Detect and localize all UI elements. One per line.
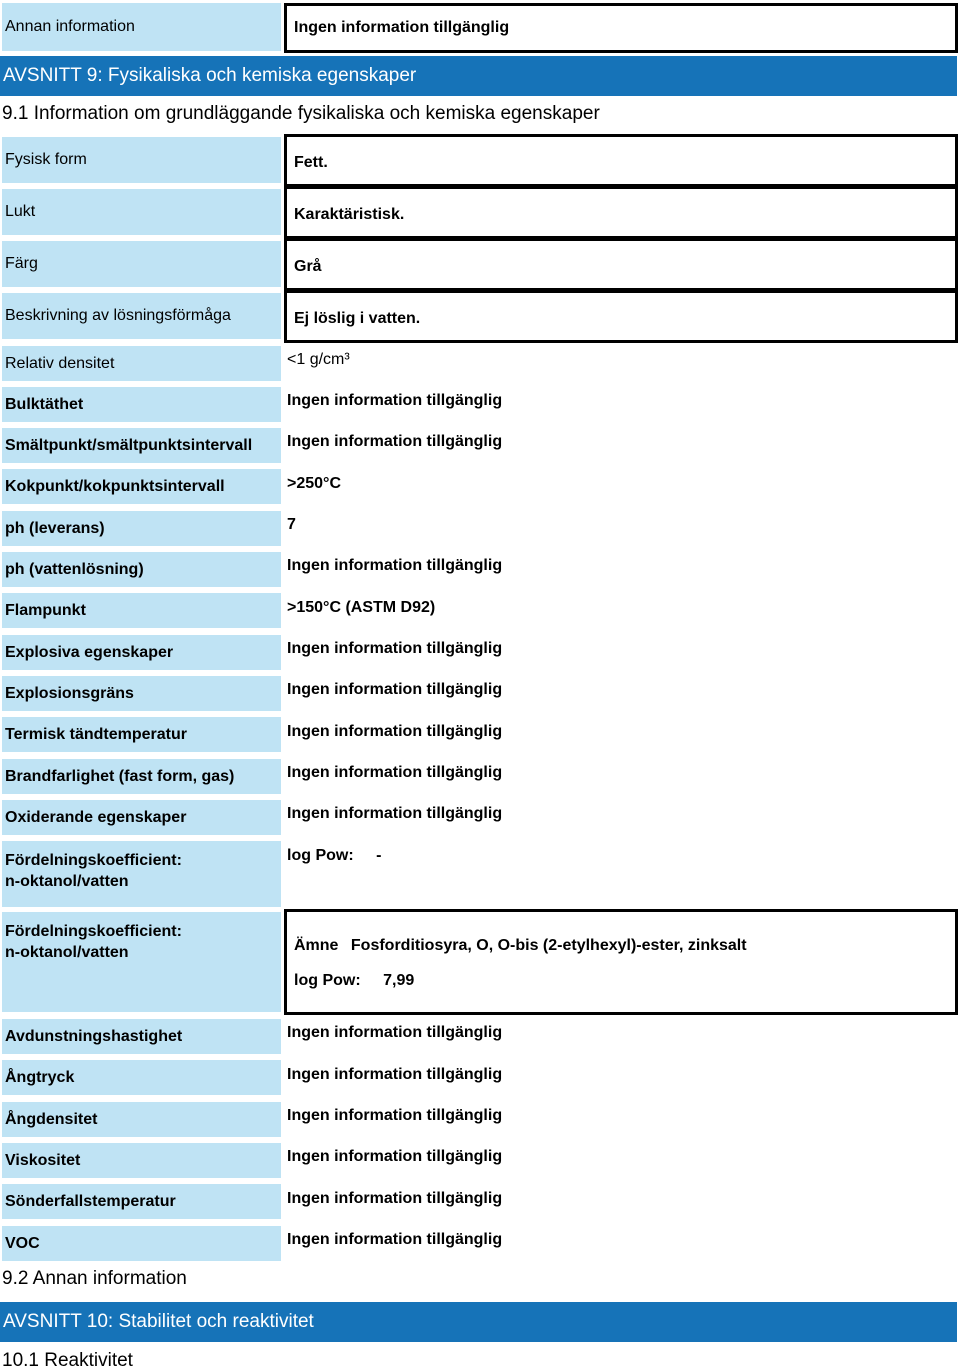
row-fordelningskoefficient-2-value [284, 909, 958, 1015]
row-angdensitet-label: Ångdensitet [2, 1102, 281, 1137]
row-ph-leverans-label: ph (leverans) [2, 511, 281, 546]
row-angtryck-label: Ångtryck [2, 1060, 281, 1095]
row-losningsformaga-value: Ej löslig i vatten. [284, 290, 958, 343]
row-bulktathet-value: Ingen information tillgänglig [287, 392, 503, 409]
row-relativ-densitet-value: <1 g/cm³ [287, 351, 350, 368]
fordelningskoefficient-1-line2: n-oktanol/vatten [5, 873, 129, 890]
row-voc-value: Ingen information tillgänglig [287, 1231, 503, 1248]
row-fordelningskoefficient-1-value [287, 847, 381, 865]
row-bulktathet-label: Bulktäthet [2, 387, 281, 422]
row-explosionsgrans-label: Explosionsgräns [2, 676, 281, 711]
row-oxiderande-value: Ingen information tillgänglig [287, 805, 503, 822]
row-fordelningskoefficient-2-label [2, 912, 281, 1012]
row-kokpunkt-value: >250°C [287, 475, 341, 492]
section-9-header: AVSNITT 9: Fysikaliska och kemiska egenskaper [0, 56, 957, 96]
row-ph-leverans-value: 7 [287, 516, 296, 533]
row-fysisk-form-value: Fett. [284, 134, 958, 187]
amne-value: Fosforditiosyra, O, O-bis (2-etylhexyl)-ester, zinksalt [350, 937, 747, 954]
row-smaltpunkt-value: Ingen information tillgänglig [287, 433, 503, 450]
subsection-9-1-title: 9.1 Information om grundläggande fysikaliska och kemiska egenskaper [2, 103, 600, 124]
section-10-header: AVSNITT 10: Stabilitet och reaktivitet [0, 1302, 957, 1342]
fordelningskoefficient-2-line1: Fördelningskoefficient: [5, 923, 182, 940]
row-losningsformaga-label: Beskrivning av lösningsförmåga [2, 293, 281, 339]
row-tandtemperatur-label: Termisk tändtemperatur [2, 717, 281, 752]
subsection-9-2-title: 9.2 Annan information [2, 1268, 187, 1289]
logpow-1-value: - [376, 847, 382, 864]
row-lukt-value: Karaktäristisk. [284, 186, 958, 239]
row-flampunkt-value: >150°C (ASTM D92) [287, 599, 436, 616]
row-viskositet-value: Ingen information tillgänglig [287, 1148, 503, 1165]
row-farg-label: Färg [2, 241, 281, 287]
row-brandfarlighet-value: Ingen information tillgänglig [287, 764, 503, 781]
row-farg-value: Grå [284, 238, 958, 291]
logpow-1-label: log Pow: [287, 847, 354, 864]
amne-label: Ämne [294, 937, 339, 954]
row-avdunstning-value: Ingen information tillgänglig [287, 1024, 503, 1041]
row-flampunkt-label: Flampunkt [2, 593, 281, 628]
subsection-10-1-title: 10.1 Reaktivitet [2, 1350, 133, 1371]
row-relativ-densitet-label: Relativ densitet [2, 346, 281, 381]
row-viskositet-label: Viskositet [2, 1143, 281, 1178]
annan-information-label: Annan information [2, 3, 281, 51]
row-angdensitet-value: Ingen information tillgänglig [287, 1107, 503, 1124]
row-kokpunkt-label: Kokpunkt/kokpunktsintervall [2, 469, 281, 504]
row-lukt-label: Lukt [2, 189, 281, 235]
row-fordelningskoefficient-1-label [2, 841, 281, 907]
row-explosiva-label: Explosiva egenskaper [2, 635, 281, 670]
row-brandfarlighet-label: Brandfarlighet (fast form, gas) [2, 759, 281, 794]
row-fysisk-form-label: Fysisk form [2, 137, 281, 183]
row-ph-vattenlosning-value: Ingen information tillgänglig [287, 557, 503, 574]
logpow-2-value: 7,99 [383, 972, 415, 989]
row-ph-vattenlosning-label: ph (vattenlösning) [2, 552, 281, 587]
row-avdunstning-label: Avdunstningshastighet [2, 1019, 281, 1054]
row-sonderfall-value: Ingen information tillgänglig [287, 1190, 503, 1207]
row-explosiva-value: Ingen information tillgänglig [287, 640, 503, 657]
logpow-2-label: log Pow: [294, 972, 361, 989]
row-angtryck-value: Ingen information tillgänglig [287, 1066, 503, 1083]
row-sonderfall-label: Sönderfallstemperatur [2, 1184, 281, 1219]
row-tandtemperatur-value: Ingen information tillgänglig [287, 723, 503, 740]
row-voc-label: VOC [2, 1226, 281, 1261]
row-oxiderande-label: Oxiderande egenskaper [2, 800, 281, 835]
fordelningskoefficient-1-line1: Fördelningskoefficient: [5, 852, 182, 869]
fordelningskoefficient-2-line2: n-oktanol/vatten [5, 944, 129, 961]
annan-information-value: Ingen information tillgänglig [284, 3, 958, 53]
row-explosionsgrans-value: Ingen information tillgänglig [287, 681, 503, 698]
row-smaltpunkt-label: Smältpunkt/smältpunktsintervall [2, 428, 281, 463]
